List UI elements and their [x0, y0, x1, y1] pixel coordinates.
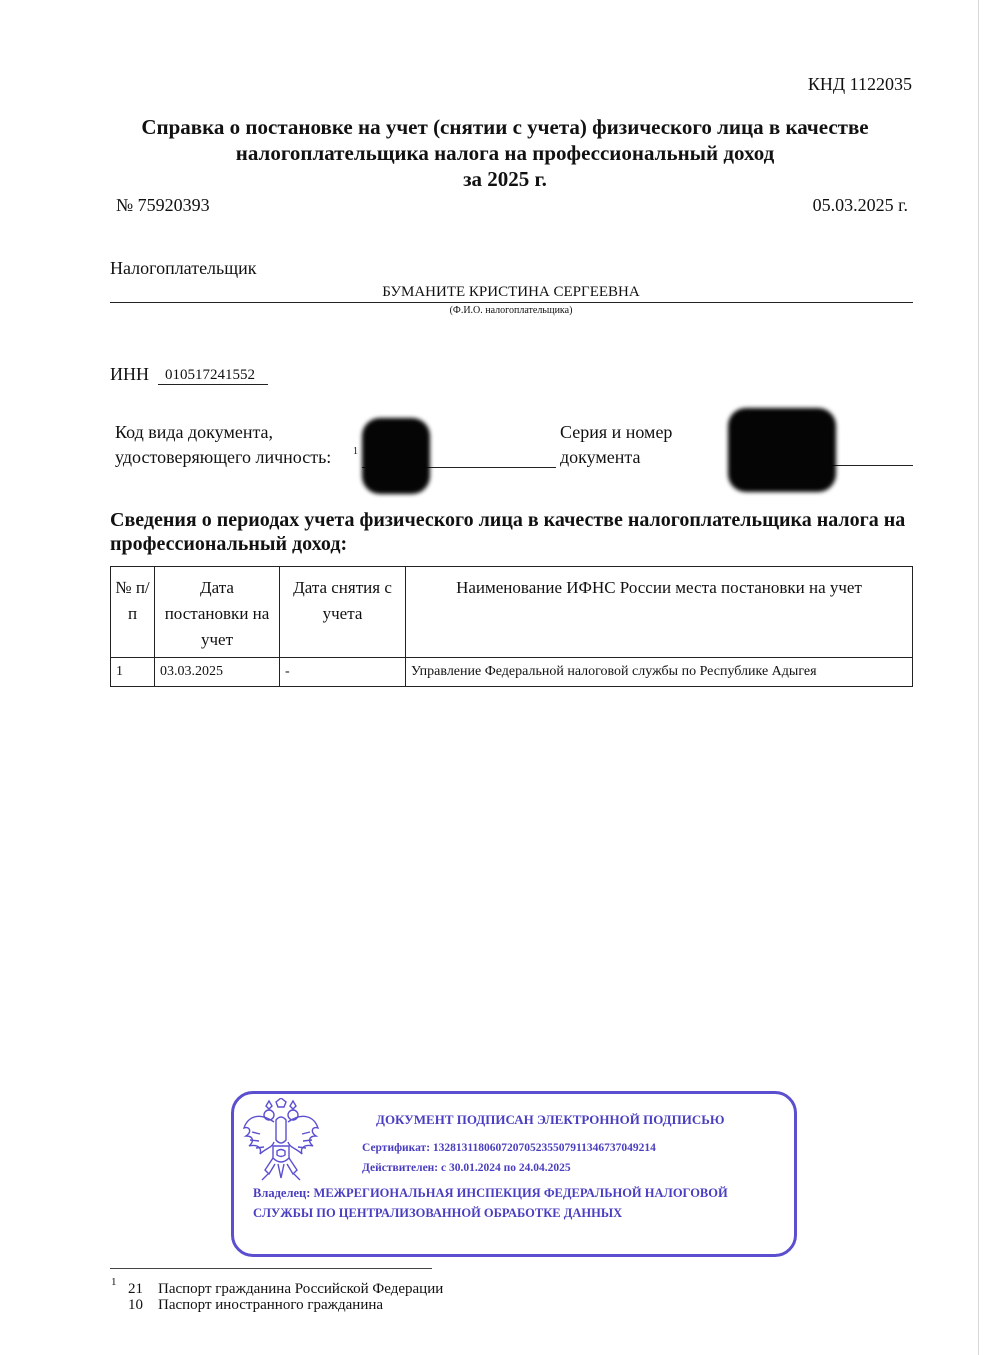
col-header-dereg-date: Дата снятия с учета: [280, 567, 406, 658]
stamp-owner-line-1: Владелец: МЕЖРЕГИОНАЛЬНАЯ ИНСПЕКЦИЯ ФЕДЕРАЛЬНОЙ НАЛОГОВОЙ: [253, 1186, 728, 1200]
footnote-code-2: 10: [128, 1297, 143, 1313]
doc-type-label-line-2: удостоверяющего личность:: [115, 447, 332, 467]
cell-ifns-name: Управление Федеральной налоговой службы по Республике Адыгея: [406, 658, 913, 687]
doc-type-redaction: [362, 418, 430, 494]
cell-number: 1: [111, 658, 155, 687]
footnote-divider: [110, 1268, 432, 1269]
stamp-validity: Действителен: с 30.01.2024 по 24.04.2025: [362, 1162, 571, 1174]
page-edge-line: [978, 0, 979, 1355]
document-title: [100, 114, 910, 192]
cell-dereg-date: -: [280, 658, 406, 687]
fio-hint: (Ф.И.О. налогоплательщика): [449, 305, 573, 316]
periods-table: [110, 566, 913, 687]
coat-of-arms-icon: [240, 1098, 322, 1184]
footnote-text-2: Паспорт иностранного гражданина: [158, 1297, 384, 1313]
doc-type-label-line-1: Код вида документа,: [115, 422, 274, 442]
inn-value: 010517241552: [165, 367, 255, 383]
periods-heading: Сведения о периодах учета физического лица в качестве налогоплательщика налога на профессиональный доход:: [110, 509, 906, 555]
title-line-3: за 2025 г.: [463, 167, 547, 191]
footnote-code-1: 21: [128, 1281, 143, 1297]
inn-label: ИНН: [110, 364, 149, 384]
taxpayer-fio: БУМАНИТЕ КРИСТИНА СЕРГЕЕВНА: [382, 284, 640, 300]
col-header-number: № п/п: [111, 567, 155, 658]
stamp-title: ДОКУМЕНТ ПОДПИСАН ЭЛЕКТРОННОЙ ПОДПИСЬЮ: [376, 1112, 725, 1127]
series-label-line-1: Серия и номер: [560, 422, 673, 442]
col-header-ifns-name: Наименование ИФНС России места постановки на учет: [406, 567, 913, 658]
e-signature-stamp: [231, 1091, 797, 1257]
title-line-2: налогоплательщика налога на профессиональный доход: [235, 141, 775, 165]
table-row: [111, 658, 913, 687]
table-header-row: [111, 567, 913, 658]
fio-underline: [110, 302, 913, 303]
document-date: 05.03.2025 г.: [812, 195, 908, 215]
title-line-1: Справка о постановке на учет (снятии с учета) физического лица в качестве: [141, 115, 869, 139]
taxpayer-label: Налогоплательщик: [110, 258, 257, 278]
cell-reg-date: 03.03.2025: [155, 658, 280, 687]
inn-underline: [158, 384, 268, 385]
stamp-owner-line-2: СЛУЖБЫ ПО ЦЕНТРАЛИЗОВАННОЙ ОБРАБОТКЕ ДАННЫХ: [253, 1206, 623, 1220]
stamp-certificate: Сертификат: 132813118060720705235507911346737049214: [362, 1142, 656, 1154]
footnote-text-1: Паспорт гражданина Российской Федерации: [158, 1281, 444, 1297]
footnote-marker: 1: [111, 1276, 117, 1288]
doc-type-footnote-marker: 1: [353, 446, 358, 457]
series-label-line-2: документа: [560, 447, 641, 467]
document-number: № 75920393: [116, 195, 210, 215]
knd-code: КНД 1122035: [807, 74, 912, 94]
series-redaction: [728, 408, 836, 492]
col-header-reg-date: Дата постановки на учет: [155, 567, 280, 658]
